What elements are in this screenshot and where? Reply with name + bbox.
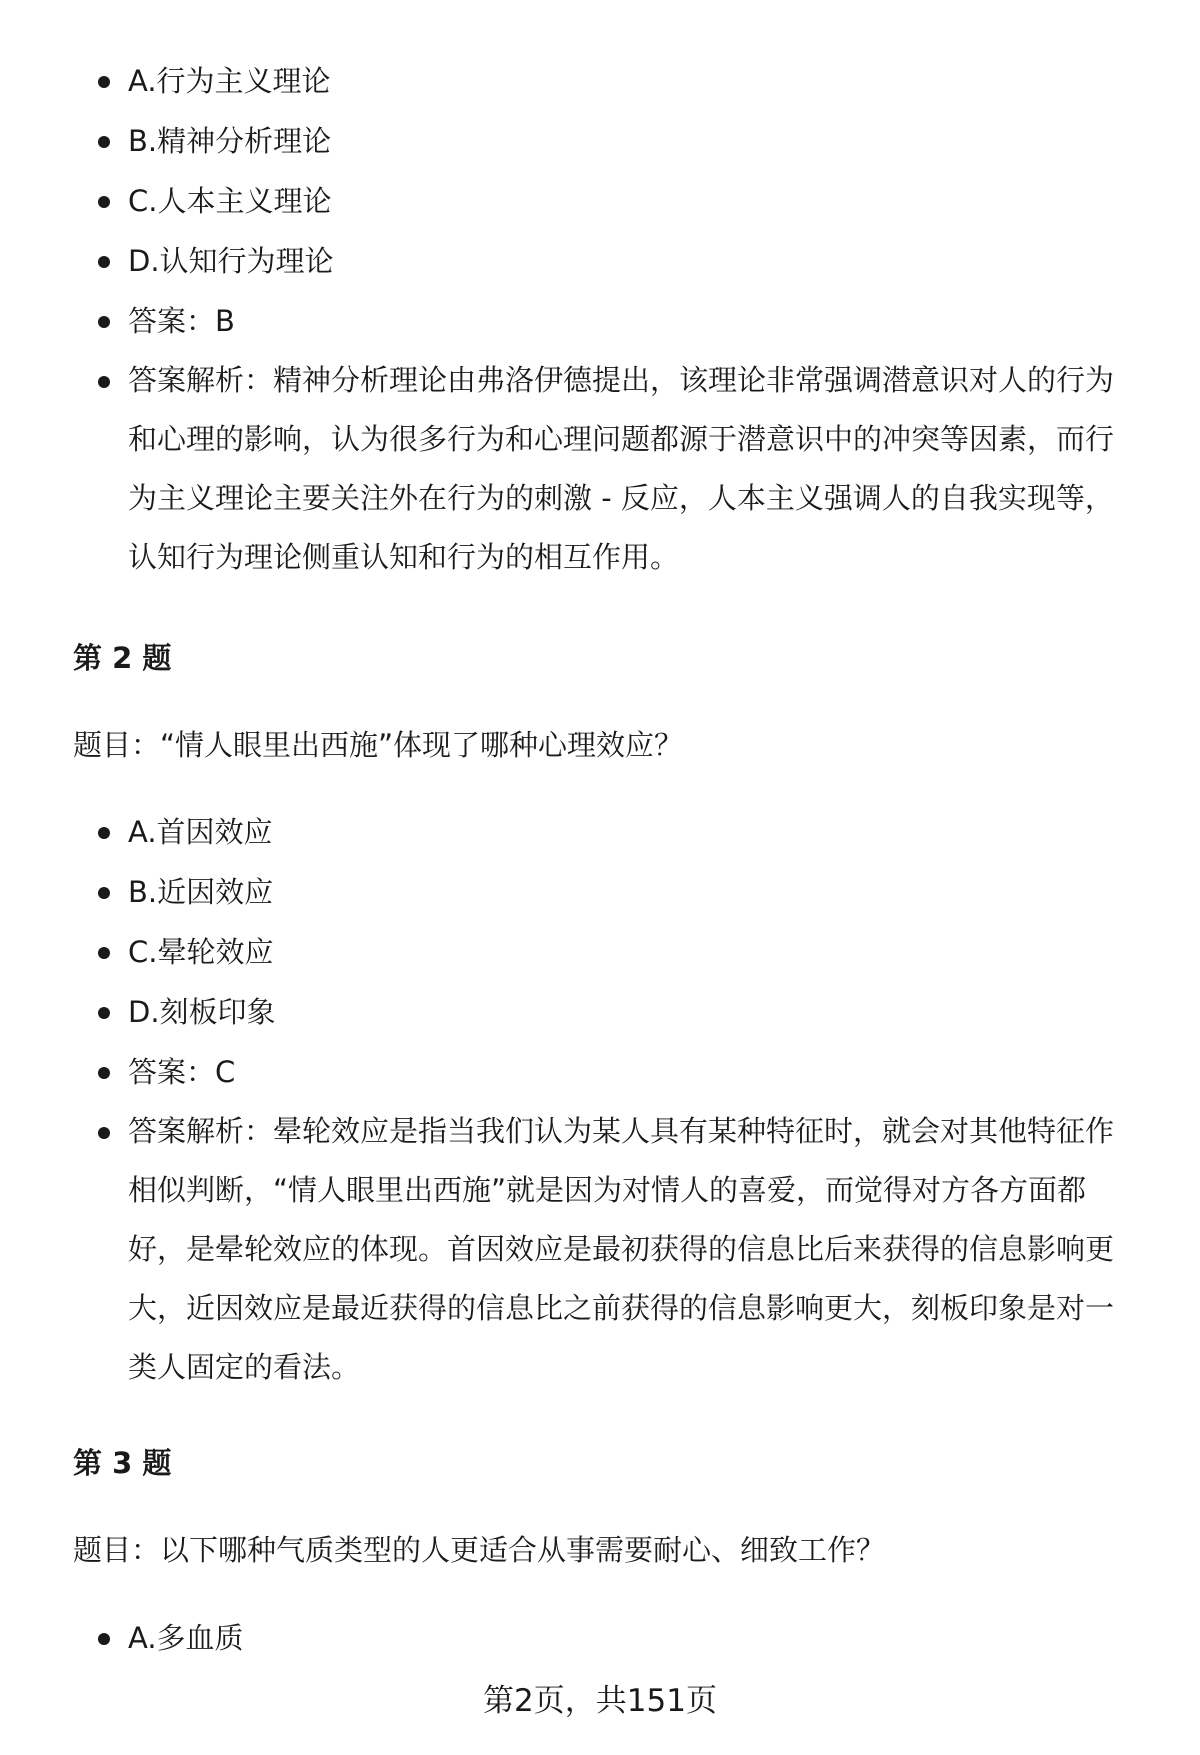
q2-option-c: C.晕轮效应	[0, 922, 1200, 982]
q2-explanation: 答案解析：晕轮效应是指当我们认为某人具有某种特征时，就会对其他特征作相似判断，“情人眼里出西施”就是因为对情人的喜爱，而觉得对方各方面都好，是晕轮效应的体现。首因效应是最初获得的信息比后来获得的信息影响更大，近因效应是最近获得的信息比之前获得的信息影响更大，刻板印象是对一类人固定的看法。	[0, 1102, 1200, 1397]
q1-option-b: B.精神分析理论	[0, 111, 1200, 171]
q2-option-a: A.首因效应	[0, 802, 1200, 862]
q1-option-list	[0, 51, 1200, 587]
q1-explanation: 答案解析：精神分析理论由弗洛伊德提出，该理论非常强调潜意识对人的行为和心理的影响，认为很多行为和心理问题都源于潜意识中的冲突等因素，而行为主义理论主要关注外在行为的刺激 - 反应，人本主义强调人的自我实现等，认知行为理论侧重认知和行为的相互作用。	[0, 351, 1200, 587]
q1-answer: 答案：B	[0, 291, 1200, 351]
q2-option-list	[0, 802, 1200, 1397]
q2-heading: 第 2 题	[73, 641, 172, 675]
q1-option-d: D.认知行为理论	[0, 231, 1200, 291]
q3-question: 题目：以下哪种气质类型的人更适合从事需要耐心、细致工作？	[73, 1533, 886, 1567]
page-number-footer: 第2页，共151页	[483, 1683, 717, 1719]
q2-question: 题目：“情人眼里出西施”体现了哪种心理效应？	[73, 728, 684, 762]
q2-answer: 答案：C	[0, 1042, 1200, 1102]
q3-heading: 第 3 题	[73, 1446, 172, 1480]
q2-option-b: B.近因效应	[0, 862, 1200, 922]
q1-option-c: C.人本主义理论	[0, 171, 1200, 231]
q3-option-list	[0, 1608, 1200, 1668]
q3-option-a: A.多血质	[0, 1608, 1200, 1668]
q2-option-d: D.刻板印象	[0, 982, 1200, 1042]
q1-option-a: A.行为主义理论	[0, 51, 1200, 111]
